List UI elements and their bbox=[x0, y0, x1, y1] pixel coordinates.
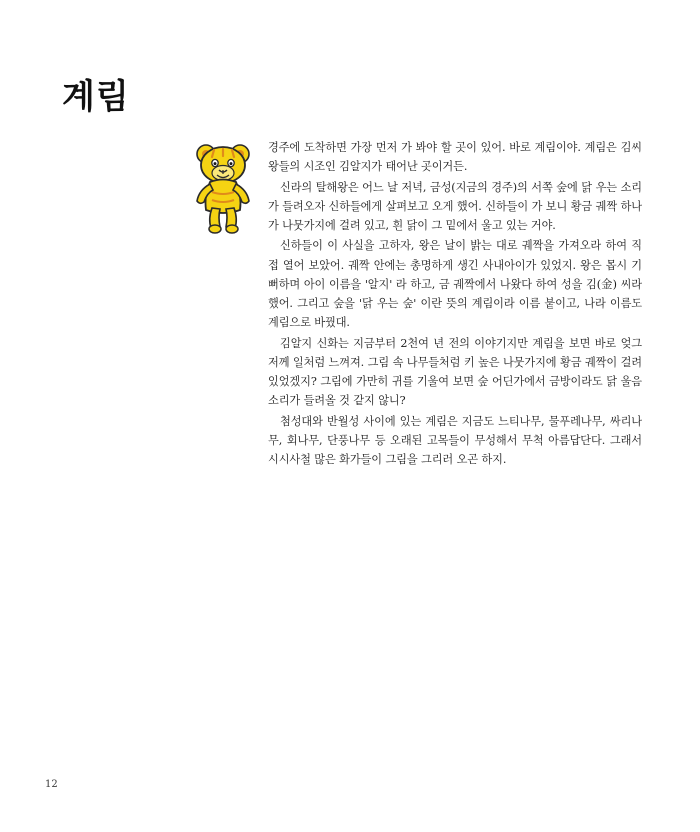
paragraph-1: 경주에 도착하면 가장 먼저 가 봐야 할 곳이 있어. 바로 계림이야. 계림은 김씨 왕들의 시조인 김알지가 태어난 곳이거든. bbox=[268, 141, 642, 174]
body-text bbox=[268, 138, 642, 471]
paragraph-4: 김알지 신화는 지금부터 2천여 년 전의 이야기지만 계림을 보면 바로 엊그저께 일처럼 느껴져. 그림 속 나무들처럼 키 높은 나뭇가지에 황금 궤짝이 걸려 있었겠지? 그림에 가만히 귀를 기울여 보면 숲 어딘가에서 금방이라도 닭 울음소리가 들려올 것 같지 않니? bbox=[268, 336, 642, 408]
paragraph-5: 첨성대와 반월성 사이에 있는 계림은 지금도 느티나무, 물푸레나무, 싸리나무, 회나무, 단풍나무 등 오래된 고목들이 무성해서 무척 아름답단다. 그래서 시시사철 많은 화가들이 그림을 그리러 오곤 하지. bbox=[268, 414, 642, 467]
paragraph-3: 신하들이 이 사실을 고하자, 왕은 날이 밝는 대로 궤짝을 가져오라 하여 직접 열어 보았어. 궤짝 안에는 총명하게 생긴 사내아이가 있었지. 왕은 몹시 기뻐하며 아이 이름을 '알지' 라 하고, 금 궤짝에서 나왔다 하여 성을 김(金) 씨라 했어. 그리고 숲을 '닭 우는 숲' 이란 뜻의 계림이라 이름 붙이고, 나라 이름도 계림으로 바꿨대. bbox=[268, 239, 642, 330]
page-number: 12 bbox=[45, 779, 58, 790]
paragraph-2: 신라의 탈해왕은 어느 날 저녁, 금성(지금의 경주)의 서쪽 숲에 닭 우는 소리가 들려오자 신하들에게 살펴보고 오게 했어. 신하들이 가 보니 황금 궤짝 하나가 나뭇가지에 걸려 있고, 흰 닭이 그 밑에서 울고 있는 거야. bbox=[268, 180, 642, 233]
page-title: 계림 bbox=[62, 76, 130, 117]
tiger-illustration bbox=[188, 140, 262, 236]
yellow-tiger-icon bbox=[188, 140, 262, 236]
